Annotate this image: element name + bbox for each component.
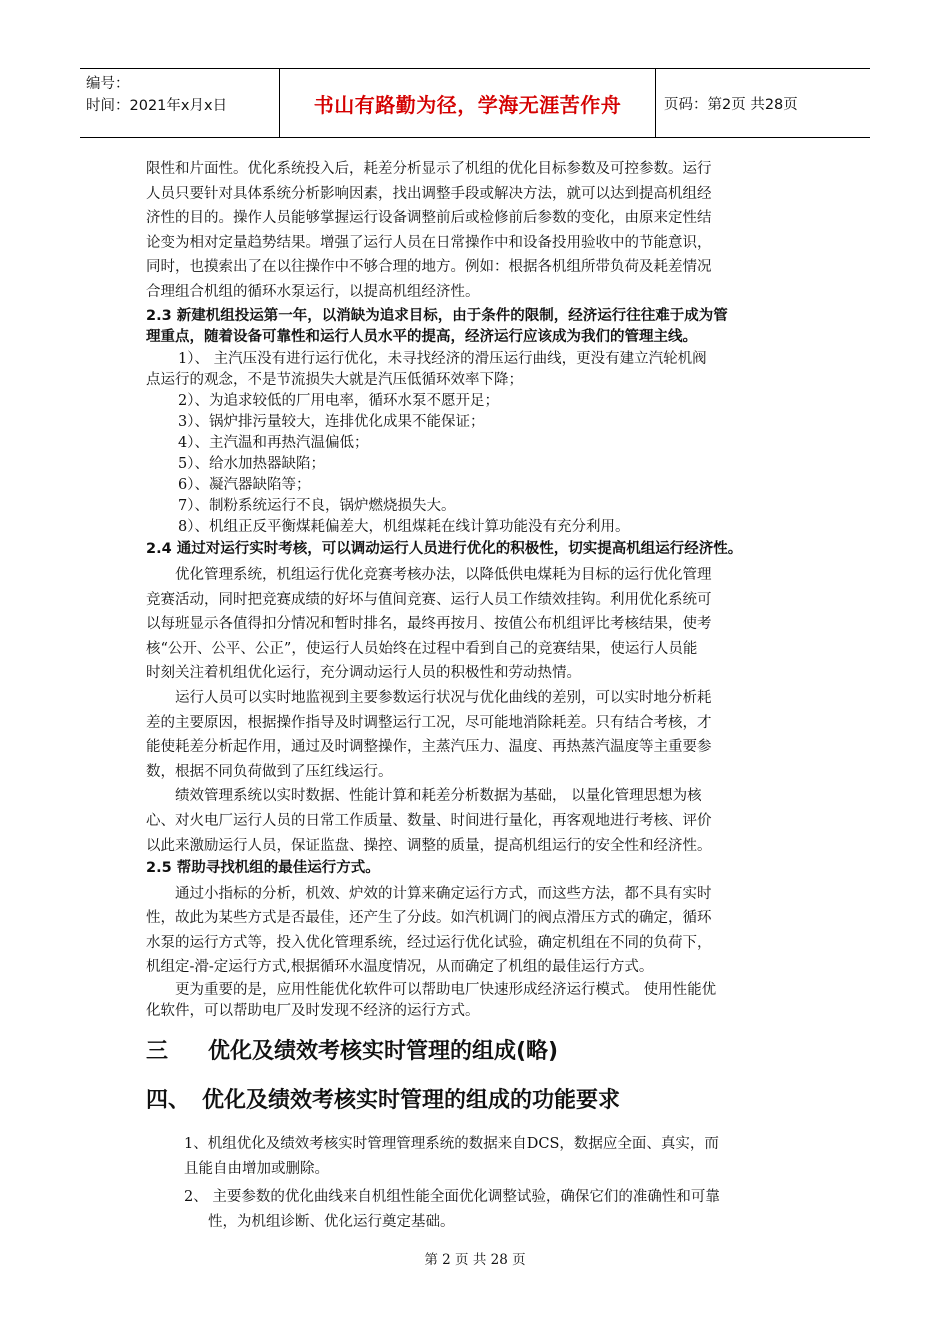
- page-footer: 第 2 页 共 28 页: [424, 1252, 526, 1268]
- time-label: 时间：2021年x月x日: [86, 98, 228, 114]
- header-motto: 书山有路勤为径，学海无涯苦作舟: [280, 69, 656, 137]
- text-line: 运行人员可以实时地监视到主要参数运行状况与优化曲线的差别，可以实时地分析耗: [175, 690, 712, 707]
- paragraph-3: [146, 686, 808, 784]
- requirement-2-continuation: 性，为机组诊断、优化运行奠定基础。: [208, 1213, 455, 1230]
- text-line: 差的主要原因，根据操作指导及时调整运行工况，尽可能地消除耗差。只有结合考核，才: [146, 714, 712, 731]
- section-3-number: 三: [146, 1039, 169, 1065]
- heading-2-4: 2.4 通过对运行实时考核，可以调动运行人员进行优化的积极性，切实提高机组运行经济性。: [146, 540, 743, 557]
- text-line: 济性的目的。操作人员能够掌握运行设备调整前后或检修前后参数的变化，由原来定性结: [146, 210, 712, 227]
- text-line: 通过小指标的分析，机效、炉效的计算来确定运行方式，而这些方法，都不具有实时: [175, 885, 712, 902]
- paragraph-5: [146, 882, 808, 980]
- heading-2-3: [146, 306, 808, 349]
- text-line: 优化管理系统，机组运行优化竞赛考核办法，以降低供电煤耗为目标的运行优化管理: [175, 567, 712, 584]
- text-line: 核“公开、公平、公正”，使运行人员始终在过程中看到自己的竞赛结果，使运行人员能: [146, 640, 698, 657]
- text-line: 更为重要的是，应用性能优化软件可以帮助电厂快速形成经济运行模式。 使用性能优: [175, 982, 717, 999]
- section-4-number: 四、: [146, 1088, 191, 1114]
- text-line: 数，根据不同负荷做到了压红线运行。: [146, 763, 393, 780]
- heading-line: 理重点，随着设备可靠性和运行人员水平的提高，经济运行应该成为我们的管理主线。: [146, 329, 697, 346]
- text-line: 绩效管理系统以实时数据、性能计算和耗差分析数据为基础， 以量化管理思想为核: [175, 788, 702, 805]
- paragraph-4: [146, 784, 808, 858]
- heading-line: 2.3 新建机组投运第一年，以消缺为追求目标，由于条件的限制，经济运行往往难于成为管: [146, 307, 728, 324]
- list-item: 5）、给水加热器缺陷；: [178, 455, 325, 472]
- text-line: 水泵的运行方式等，投入优化管理系统，经过运行优化试验，确定机组在不同的负荷下，: [146, 934, 712, 951]
- text-line: 以每班显示各值得扣分情况和暂时排名，最终再按月、按值公布机组评比考核结果，使考: [146, 616, 712, 633]
- text-line: 以此来激励运行人员，保证监盘、操控、调整的质量，提高机组运行的安全性和经济性。: [146, 837, 712, 854]
- text-line: 心、对火电厂运行人员的日常工作质量、数量、时间进行量化，再客观地进行考核、评价: [146, 813, 712, 829]
- list-item: 6）、凝汽器缺陷等；: [178, 476, 311, 493]
- text-line: 竞赛活动，同时把竞赛成绩的好坏与值间竞赛、运行人员工作绩效挂钩。利用优化系统可: [146, 591, 712, 608]
- list-item-continuation: 点运行的观念，不是节流损失大就是汽压低循环效率下降；: [146, 371, 523, 388]
- requirement-2-line: 2、 主要参数的优化曲线来自机组性能全面优化调整试验，确保它们的准确性和可靠: [184, 1189, 720, 1206]
- text-line: 人员只要针对具体系统分析影响因素，找出调整手段或解决方法，就可以达到提高机组经: [146, 185, 712, 202]
- text-line: 能使耗差分析起作用，通过及时调整操作，主蒸汽压力、温度、再热蒸汽温度等主重要参: [146, 739, 712, 756]
- paragraph-2: [146, 563, 808, 686]
- text-line: 论变为相对定量趋势结果。增强了运行人员在日常操作中和设备投用验收中的节能意识，: [146, 234, 712, 251]
- list-item: 7）、制粉系统运行不良，锅炉燃烧损失大。: [178, 497, 456, 514]
- list-item: 1）、 主汽压没有进行运行优化，未寻找经济的滑压运行曲线，更没有建立汽轮机阀: [178, 350, 707, 367]
- heading-2-5: 2.5 帮助寻找机组的最佳运行方式。: [146, 860, 380, 877]
- text-line: 性，故此为某些方式是否最佳，还产生了分歧。如汽机调门的阀点滑压方式的确定，循环: [146, 910, 712, 927]
- text-line: 机组定-滑-定运行方式,根据循环水温度情况，从而确定了机组的最佳运行方式。: [146, 959, 654, 976]
- header-page-label: 页码：第2页 共28页: [664, 96, 798, 113]
- section-3-title: 优化及绩效考核实时管理的组成(略): [208, 1039, 559, 1065]
- requirement-1-continuation: 且能自由增加或删除。: [184, 1160, 329, 1177]
- text-line: 合理组合机组的循环水泵运行，以提高机组经济性。: [146, 283, 480, 300]
- problem-list: [146, 349, 808, 538]
- section-4-heading: [146, 1083, 808, 1114]
- text-line: 限性和片面性。优化系统投入后，耗差分析显示了机组的优化目标参数及可控参数。运行: [146, 161, 712, 177]
- list-item: 2）、为追求较低的厂用电率，循环水泵不愿开足；: [178, 392, 499, 409]
- document-body: [146, 157, 808, 1234]
- header-meta: [80, 69, 280, 137]
- list-item: 3）、锅炉排污量较大，连排优化成果不能保证；: [178, 413, 485, 430]
- paragraph-1: [146, 157, 808, 305]
- requirement-1-line: 1、机组优化及绩效考核实时管理管理系统的数据来自DCS，数据应全面、真实，而: [184, 1136, 719, 1153]
- page-header: [80, 68, 870, 138]
- text-line: 时刻关注着机组优化运行，充分调动运行人员的积极性和劳动热情。: [146, 665, 581, 682]
- requirements-list: [146, 1132, 808, 1234]
- section-4-title: 优化及绩效考核实时管理的组成的功能要求: [202, 1088, 621, 1114]
- section-3-heading: [146, 1034, 808, 1065]
- text-line: 同时，也摸索出了在以往操作中不够合理的地方。例如：根据各机组所带负荷及耗差情况: [146, 259, 712, 276]
- paragraph-6: [146, 980, 808, 1022]
- list-item: 8）、机组正反平衡煤耗偏差大，机组煤耗在线计算功能没有充分利用。: [178, 518, 630, 535]
- text-line: 化软件，可以帮助电厂及时发现不经济的运行方式。: [146, 1003, 480, 1020]
- list-item: 4）、主汽温和再热汽温偏低；: [178, 434, 369, 451]
- number-label: 编号：: [86, 76, 130, 92]
